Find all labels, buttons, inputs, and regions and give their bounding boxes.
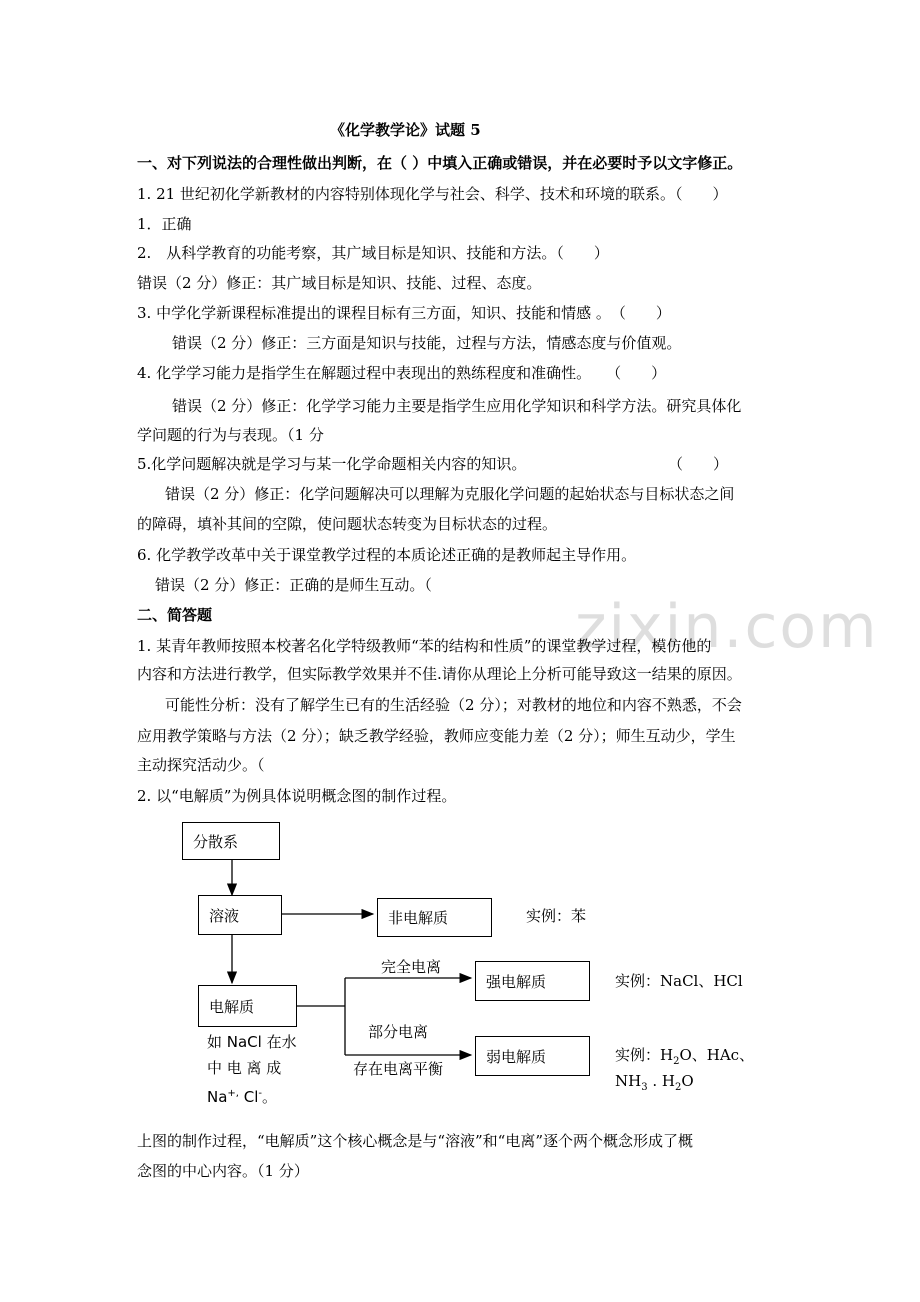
note-line3: [207, 1083, 277, 1108]
box-nonelectrolyte: [377, 898, 492, 937]
ex-nh3-c: O: [681, 1072, 694, 1090]
question-5-bracket: （ ）: [668, 455, 729, 473]
example-weak-line2: [615, 1070, 694, 1099]
box-solution-label: 溶液: [209, 906, 240, 925]
note-cl: Cl: [238, 1088, 259, 1106]
note-line1: 如 NaCl 在水: [207, 1033, 297, 1051]
label-full-ionization: 完全电离: [381, 958, 442, 976]
answer-6: 错误（2 分）修正：正确的是师生互动。（: [155, 576, 432, 594]
note-na-sup: +,: [227, 1088, 239, 1099]
answer-4-line2: 学问题的行为与表现。（1 分: [137, 426, 324, 444]
box-dispersion-system: [182, 822, 280, 860]
ex-nh3-sub: 3: [641, 1082, 648, 1093]
example-strong: 实例：NaCl、HCl: [615, 972, 743, 990]
q1-answer-line2: 应用教学策略与方法（2 分）；缺乏教学经验，教师应变能力差（2 分）；师生互动少，学生: [137, 727, 736, 745]
ex-h2o-sub: 2: [674, 1082, 682, 1093]
box-weak-label: 弱电解质: [486, 1047, 547, 1066]
question-4: 4. 化学学习能力是指学生在解题过程中表现出的熟练程度和准确性。 （ ）: [137, 364, 667, 382]
answer-5-line2: 的障碍，填补其间的空隙，使问题状态转变为目标状态的过程。: [137, 515, 558, 533]
box-electrolyte-label: 电解质: [209, 997, 255, 1016]
box-solution: [198, 895, 282, 935]
section1-heading: 一、对下列说法的合理性做出判断，在（ ）中填入正确或错误，并在必要时予以文字修正。: [137, 154, 743, 172]
ex-weak-prefix: 实例：H: [615, 1046, 674, 1064]
note-line2: 中 电 离 成: [207, 1059, 282, 1077]
question-3: 3. 中学化学新课程标准提出的课程目标有三方面，知识、技能和情感 。 （ ）: [137, 304, 671, 322]
watermark: zixin.com: [575, 592, 879, 662]
box-electrolyte: [198, 985, 297, 1027]
box-nonelectrolyte-label: 非电解质: [388, 909, 449, 927]
question-1: 1. 21 世纪初化学新教材的内容特别体现化学与社会、科学、技术和环境的联系。（ ）: [137, 185, 728, 203]
answer-1: 1．正确: [137, 215, 192, 233]
note-cl-sup: -: [258, 1088, 263, 1099]
q1-line2: 内容和方法进行教学，但实际教学效果并不佳.请你从理论上分析可能导致这一结果的原因。: [137, 665, 742, 683]
q2-line: 2. 以“电解质”为例具体说明概念图的制作过程。: [137, 787, 457, 805]
answer-2: 错误（2 分）修正：其广域目标是知识、技能、过程、态度。: [137, 274, 542, 292]
q1-answer-line3: 主动探究活动少。（: [137, 756, 265, 774]
page-title: 《化学教学论》试题 5: [330, 121, 481, 139]
answer-3: 错误（2 分）修正：三方面是知识与技能，过程与方法，情感态度与价值观。: [172, 334, 682, 352]
answer-5-line1: 错误（2 分）修正：化学问题解决可以理解为克服化学问题的起始状态与目标状态之间: [165, 485, 735, 503]
section2-heading: 二、简答题: [137, 606, 213, 624]
question-2: 2. 从科学教育的功能考察，其广域目标是知识、技能和方法。（ ）: [137, 244, 609, 262]
question-5: 5.化学问题解决就是学习与某一化学命题相关内容的知识。: [137, 455, 527, 473]
box-strong-electrolyte: [475, 961, 590, 1001]
answer-4-line1: 错误（2 分）修正：化学学习能力主要是指学生应用化学知识和科学方法。研究具体化: [172, 397, 742, 415]
ex-weak-rest: O、HAc、: [679, 1046, 755, 1064]
label-partial-ionization: 部分电离: [368, 1023, 429, 1041]
conclusion-line2: 念图的中心内容。（1 分）: [137, 1162, 309, 1180]
example-weak-line1: [615, 1044, 754, 1073]
question-6: 6. 化学教学改革中关于课堂教学过程的本质论述正确的是教师起主导作用。: [137, 546, 637, 564]
ex-nh3-a: NH: [615, 1072, 642, 1090]
box-weak-electrolyte: [475, 1036, 590, 1076]
q1-line1: 1. 某青年教师按照本校著名化学特级教师“苯的结构和性质”的课堂教学过程，模仿他的: [137, 637, 712, 655]
example-benzene: 实例：苯: [526, 907, 587, 925]
note-end: 。: [262, 1088, 278, 1106]
box-dispersion-label: 分散系: [193, 832, 239, 851]
label-ionization-equilibrium: 存在电离平衡: [353, 1060, 444, 1078]
conclusion-line1: 上图的制作过程，“电解质”这个核心概念是与“溶液”和“电离”逐个两个概念形成了概: [137, 1132, 694, 1150]
ex-weak-sub: 2: [673, 1056, 680, 1067]
box-strong-label: 强电解质: [486, 972, 547, 991]
q1-answer-line1: 可能性分析：没有了解学生已有的生活经验（2 分）；对教材的地位和内容不熟悉，不会: [165, 696, 742, 714]
ex-nh3-b: . H: [647, 1072, 675, 1090]
note-na: Na: [207, 1088, 228, 1106]
